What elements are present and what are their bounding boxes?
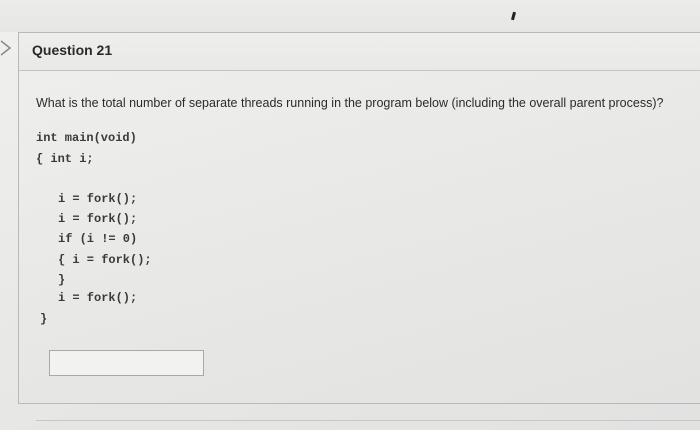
top-strip	[0, 0, 700, 32]
code-line: i = fork();	[58, 192, 138, 206]
question-title: Question 21	[32, 42, 113, 58]
code-line: i = fork();	[58, 212, 138, 226]
code-line: }	[58, 273, 66, 287]
question-prompt: What is the total number of separate threads running in the program below (including the overall parent process)?	[36, 96, 664, 110]
question-card	[18, 32, 700, 404]
code-line: { i = fork();	[58, 253, 152, 267]
code-line: if (i != 0)	[58, 232, 138, 246]
divider	[36, 420, 700, 421]
code-line: }	[40, 312, 48, 326]
code-line: int main(void)	[36, 131, 137, 145]
code-line: { int i;	[36, 152, 94, 166]
question-header	[19, 33, 700, 71]
chevron-right-icon[interactable]	[0, 40, 12, 56]
code-line: i = fork();	[58, 291, 138, 305]
answer-input[interactable]	[49, 350, 204, 376]
screen-mark	[511, 12, 516, 21]
